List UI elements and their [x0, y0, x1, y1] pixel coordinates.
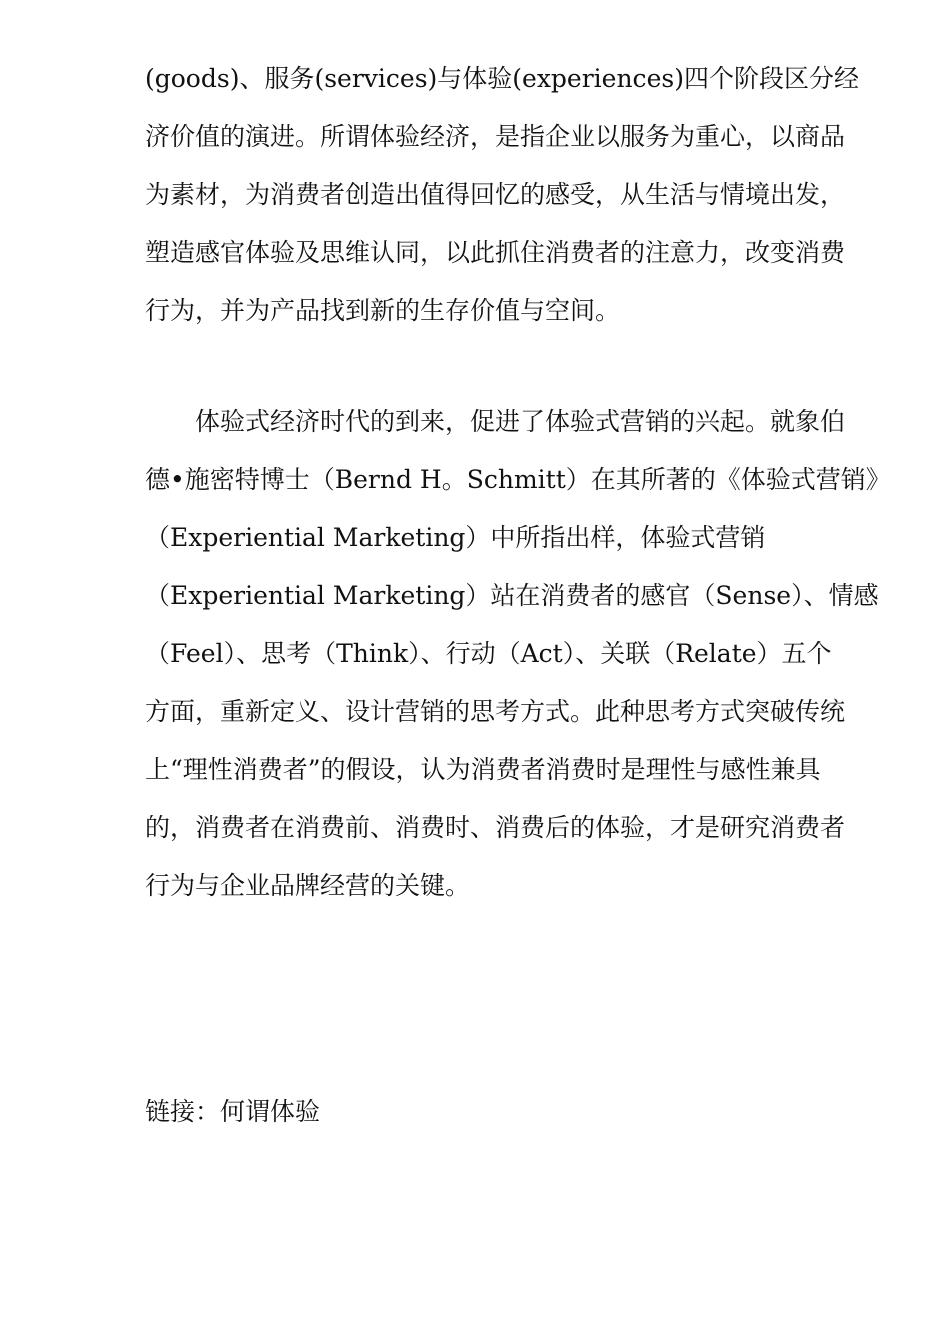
link-text: 链接：何谓体验 — [145, 1097, 321, 1126]
link-paragraph — [145, 1083, 875, 1141]
text-line: 体验式经济时代的到来，促进了体验式营销的兴起。就象伯 — [195, 407, 846, 436]
paragraph-experiential-marketing — [145, 393, 891, 915]
text-line: 方面，重新定义、设计营销的思考方式。此种思考方式突破传统 — [145, 697, 846, 726]
text-line: 济价值的演进。所谓体验经济，是指企业以服务为重心，以商品 — [145, 122, 846, 151]
text-line: （Feel）、思考（Think）、行动（Act）、关联（Relate）五个 — [145, 639, 832, 668]
text-line: （Experiential Marketing）站在消费者的感官（Sense）、情感 — [145, 581, 879, 610]
text-line: 为素材，为消费者创造出值得回忆的感受，从生活与情境出发， — [145, 180, 846, 209]
text-line: 德•施密特博士（Bernd H。Schmitt）在其所著的《体验式营销》 — [145, 465, 891, 494]
text-line: （Experiential Marketing）中所指出样，体验式营销 — [145, 523, 766, 552]
text-line: (goods)、服务(services)与体验(experiences)四个阶段区分经 — [145, 64, 859, 93]
text-line: 上“理性消费者”的假设，认为消费者消费时是理性与感性兼具 — [145, 755, 821, 784]
text-line: 塑造感官体验及思维认同，以此抓住消费者的注意力，改变消费 — [145, 238, 846, 267]
text-line: 行为与企业品牌经营的关键。 — [145, 871, 471, 900]
text-line: 行为，并为产品找到新的生存价值与空间。 — [145, 296, 621, 325]
text-line: 的，消费者在消费前、消费时、消费后的体验，才是研究消费者 — [145, 813, 846, 842]
paragraph-experience-economy — [145, 50, 875, 340]
